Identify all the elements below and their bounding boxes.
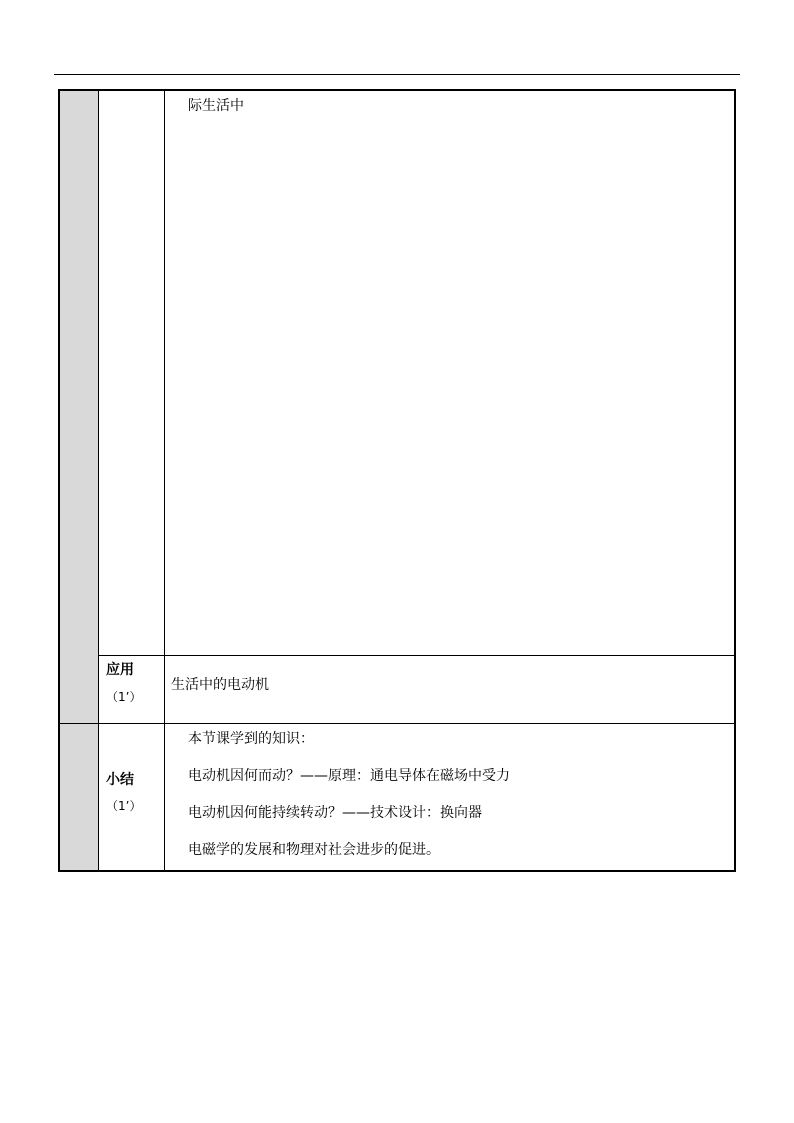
summary-line: 电动机因何而动？——原理：通电导体在磁场中受力 (188, 768, 510, 784)
application-title: 应用 (106, 662, 134, 678)
column-divider-2 (164, 91, 165, 870)
summary-line: 电磁学的发展和物理对社会进步的促进。 (188, 842, 440, 858)
summary-line: 电动机因何能持续转动？——技术设计：换向器 (188, 805, 482, 821)
application-time: （1’） (106, 690, 142, 704)
continuation-text: 际生活中 (188, 98, 244, 114)
column-divider-1 (98, 91, 99, 870)
summary-time: （1’） (106, 799, 142, 813)
row-divider-summary (60, 723, 734, 724)
page-header-rule (54, 74, 740, 75)
row-divider-application (99, 655, 734, 656)
stage-column-summary (60, 724, 98, 870)
summary-line: 本节课学到的知识： (188, 731, 314, 747)
lesson-table (58, 89, 736, 872)
summary-title: 小结 (106, 772, 134, 788)
application-content: 生活中的电动机 (171, 677, 269, 693)
stage-column-top (60, 91, 98, 723)
